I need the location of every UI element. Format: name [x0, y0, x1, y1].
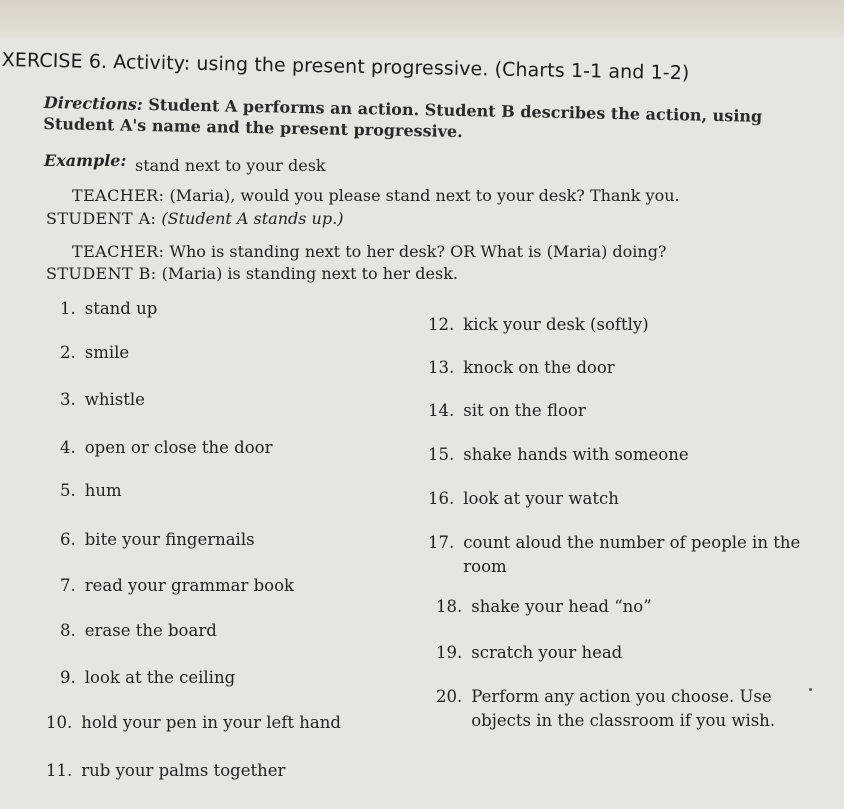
item-text: hum — [84, 481, 122, 500]
item-text: count aloud the number of people in the room — [463, 533, 801, 576]
item-number: 2. — [60, 343, 76, 362]
item-number: 13. — [428, 358, 455, 377]
item-text: rub your palms together — [81, 761, 286, 780]
list-item — [60, 668, 235, 687]
item-text: shake hands with someone — [463, 445, 689, 464]
item-text: look at your watch — [463, 489, 619, 508]
item-number: 20. — [436, 687, 463, 706]
list-item — [436, 685, 816, 733]
item-text: whistle — [84, 390, 145, 409]
item-text: smile — [84, 343, 130, 362]
item-text: stand up — [84, 299, 158, 318]
dialogue-line — [46, 264, 458, 283]
item-text: look at the ceiling — [84, 668, 236, 687]
speaker-label: TEACHER: — [72, 186, 165, 205]
item-number: 6. — [60, 530, 76, 549]
item-text: bite your fingernails — [84, 530, 255, 549]
item-text: scratch your head — [471, 643, 623, 662]
list-item — [428, 531, 818, 579]
list-item — [60, 621, 217, 640]
list-item — [60, 299, 157, 318]
directions — [43, 92, 804, 149]
item-number: 19. — [436, 643, 463, 662]
speaker-label: STUDENT B: — [46, 264, 157, 283]
item-number: 17. — [428, 533, 455, 552]
item-number: 14. — [428, 401, 455, 420]
list-item — [60, 390, 145, 409]
list-item — [428, 401, 586, 420]
item-number: 10. — [46, 713, 73, 732]
dialogue-text: (Student A stands up.) — [161, 209, 344, 228]
exercise-title: XERCISE 6. Activity: using the present progressive. (Charts 1-1 and 1-2) — [1, 49, 690, 85]
list-item — [46, 761, 285, 780]
item-number: 8. — [60, 621, 76, 640]
example-label: Example: — [44, 151, 127, 170]
list-item — [428, 358, 615, 377]
dialogue-line — [72, 242, 667, 261]
directions-text: Student A performs an action. Student B describes the action, using Student A's name and the present progressive. — [43, 95, 763, 142]
item-text: erase the board — [84, 621, 217, 640]
item-number: 4. — [60, 438, 76, 457]
item-number: 9. — [60, 668, 76, 687]
item-number: 18. — [436, 597, 463, 616]
item-text: sit on the floor — [463, 401, 586, 420]
dialogue-text: (Maria) is standing next to her desk. — [161, 264, 458, 283]
list-item — [60, 530, 255, 549]
item-number: 12. — [428, 315, 455, 334]
item-text: open or close the door — [84, 438, 273, 457]
item-number: 1. — [60, 299, 76, 318]
example-text: stand next to your desk — [135, 156, 326, 175]
dialogue-line — [46, 209, 343, 228]
item-number: 11. — [46, 761, 73, 780]
speaker-label: TEACHER: — [72, 242, 165, 261]
item-number: 3. — [60, 390, 76, 409]
list-item — [436, 643, 622, 662]
item-text: knock on the door — [463, 358, 615, 377]
item-text: kick your desk (softly) — [463, 315, 649, 334]
item-number: 7. — [60, 576, 76, 595]
list-item — [60, 343, 129, 362]
item-number: 5. — [60, 481, 76, 500]
list-item — [60, 481, 122, 500]
item-text: Perform any action you choose. Use objects in the classroom if you wish. — [471, 687, 776, 730]
item-text: shake your head “no” — [471, 597, 652, 616]
stray-mark — [809, 688, 812, 691]
list-item — [60, 576, 294, 595]
item-text: hold your pen in your left hand — [81, 713, 341, 732]
item-text: read your grammar book — [84, 576, 295, 595]
list-item — [46, 713, 341, 732]
item-number: 16. — [428, 489, 455, 508]
list-item — [428, 445, 689, 464]
directions-label: Directions: — [43, 92, 143, 114]
dialogue-line — [72, 186, 680, 205]
dialogue-text: Who is standing next to her desk? OR What is (Maria) doing? — [169, 242, 667, 261]
item-number: 15. — [428, 445, 455, 464]
list-item — [60, 438, 272, 457]
dialogue-text: (Maria), would you please stand next to your desk? Thank you. — [169, 186, 680, 205]
speaker-label: STUDENT A: — [46, 209, 157, 228]
list-item — [428, 315, 649, 334]
list-item — [428, 489, 619, 508]
list-item — [436, 597, 652, 616]
